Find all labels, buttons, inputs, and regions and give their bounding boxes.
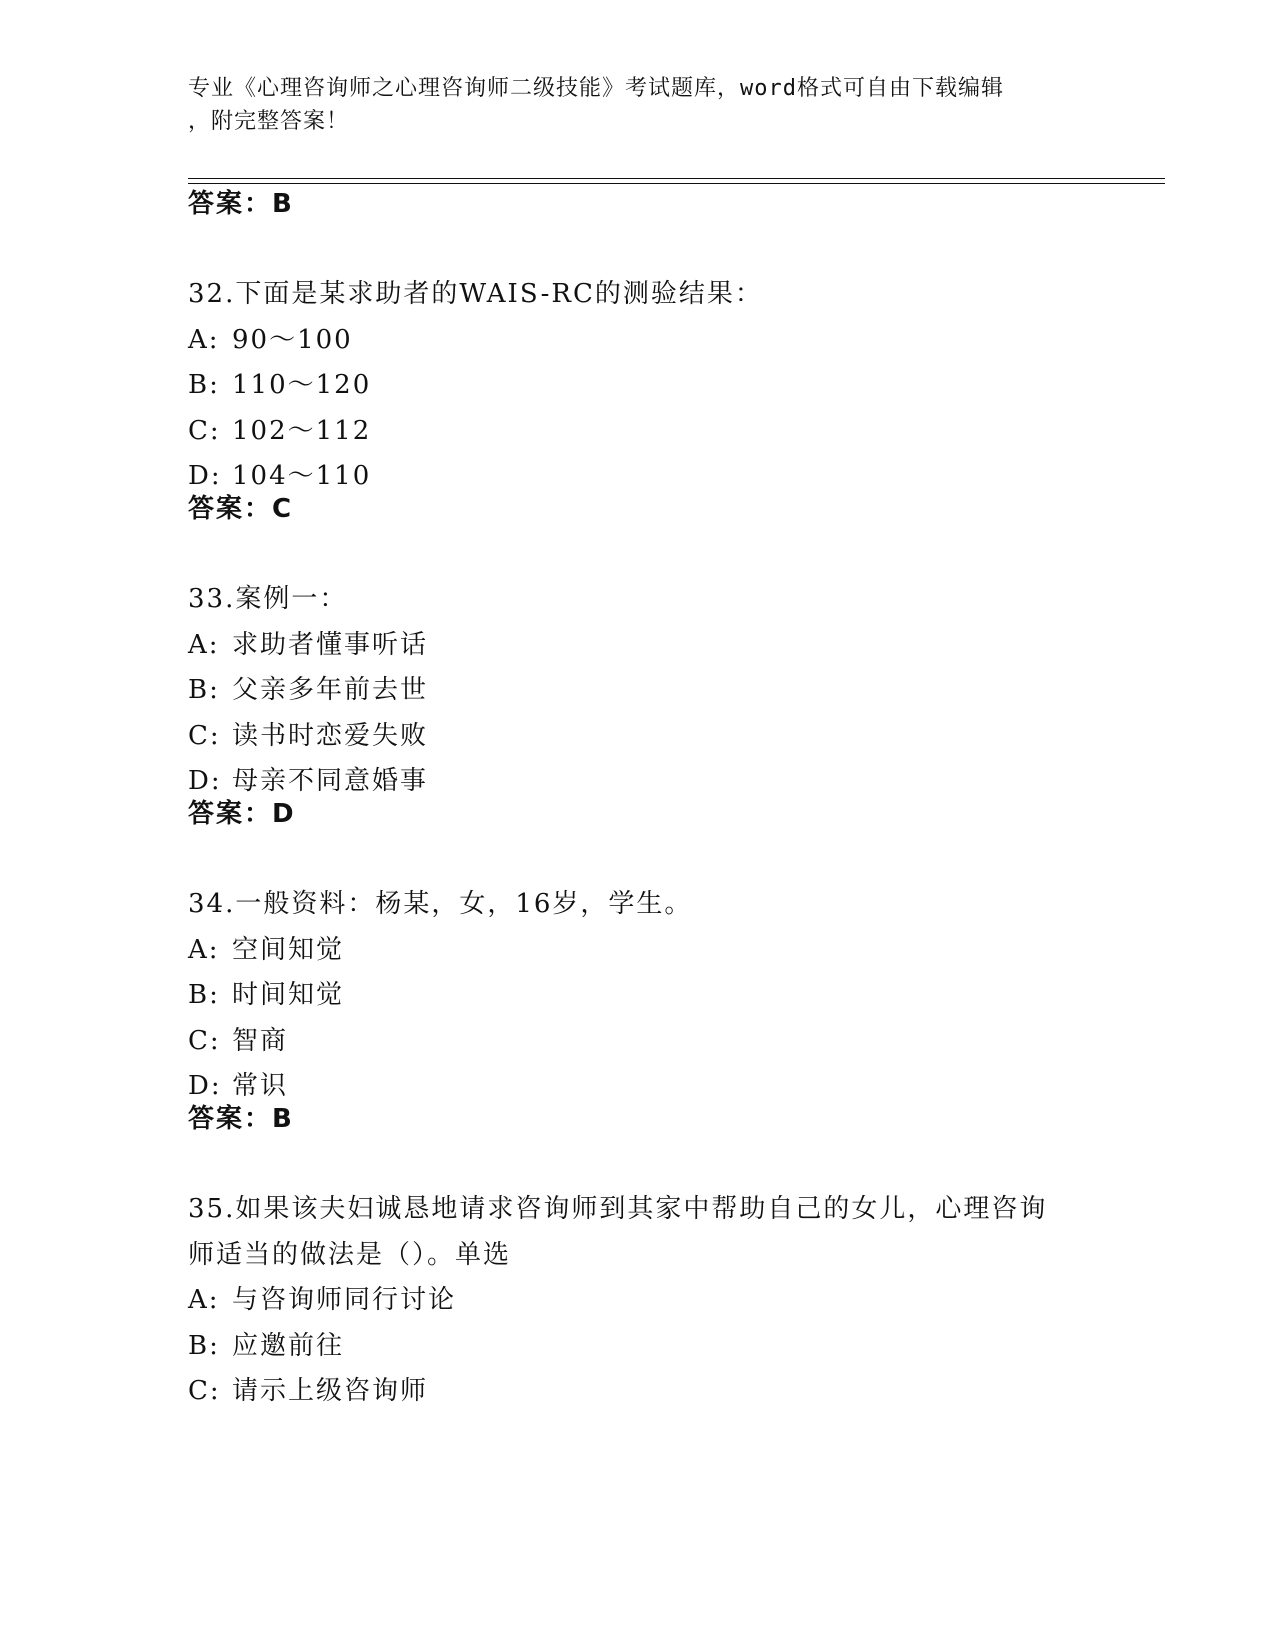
option-b — [188, 668, 1088, 714]
option-letter: C: — [188, 415, 221, 446]
option-c — [188, 1369, 1088, 1415]
document-header — [188, 72, 1088, 138]
answer-33: 答案：D — [188, 799, 296, 829]
option-letter: C: — [188, 720, 221, 751]
option-letter: C: — [188, 1376, 221, 1406]
option-text: 104～110 — [232, 461, 372, 491]
option-letter: A: — [188, 1285, 220, 1315]
option-letter: A: — [188, 324, 220, 355]
question-stem: 33.案例一： — [188, 584, 348, 614]
header-line-1: 专业《心理咨询师之心理咨询师二级技能》考试题库，word格式可自由下载编辑 — [188, 76, 1004, 101]
option-text: 求助者懂事听话 — [232, 629, 429, 660]
answer-34: 答案：B — [188, 1104, 294, 1134]
option-b — [188, 1324, 1088, 1370]
option-a — [188, 1278, 1088, 1324]
option-text: 请示上级咨询师 — [232, 1376, 429, 1406]
option-letter: D: — [188, 1071, 222, 1101]
answer-31: 答案：B — [188, 189, 294, 219]
header-line-2: ，附完整答案！ — [188, 109, 350, 134]
option-c — [188, 714, 1088, 760]
question-stem-line-2: 师适当的做法是（）。单选 — [188, 1239, 512, 1270]
question-34 — [188, 882, 1088, 1110]
answer-32: 答案：C — [188, 494, 294, 524]
option-text: 110～120 — [232, 370, 372, 400]
option-b — [188, 973, 1088, 1019]
option-text: 智商 — [232, 1025, 289, 1056]
question-33 — [188, 577, 1088, 805]
option-letter: B: — [188, 675, 220, 705]
question-stem: 32.下面是某求助者的WAIS-RC的测验结果： — [188, 279, 763, 309]
option-text: 90～100 — [232, 324, 353, 355]
option-letter: A: — [188, 629, 220, 660]
option-text: 空间知觉 — [232, 934, 345, 965]
option-a — [188, 318, 1088, 364]
option-text: 读书时恋爱失败 — [232, 720, 429, 751]
option-letter: B: — [188, 1330, 220, 1361]
option-text: 父亲多年前去世 — [232, 675, 429, 705]
option-letter: B: — [188, 370, 220, 400]
option-b — [188, 363, 1088, 409]
option-letter: D: — [188, 766, 222, 796]
option-text: 时间知觉 — [232, 980, 345, 1010]
header-divider-top — [188, 178, 1165, 179]
question-35 — [188, 1187, 1088, 1415]
option-letter: B: — [188, 980, 220, 1010]
option-d — [188, 454, 1088, 500]
option-letter: C: — [188, 1025, 221, 1056]
question-stem-line-1: 35.如果该夫妇诚恳地请求咨询师到其家中帮助自己的女儿，心理咨询 — [188, 1194, 1048, 1224]
option-text: 102～112 — [232, 415, 372, 446]
option-text: 常识 — [232, 1071, 289, 1101]
question-32 — [188, 272, 1088, 500]
header-divider-bottom — [188, 183, 1165, 184]
option-d — [188, 759, 1088, 805]
option-text: 应邀前往 — [232, 1330, 345, 1361]
option-c — [188, 409, 1088, 455]
option-text: 母亲不同意婚事 — [232, 766, 429, 796]
option-a — [188, 623, 1088, 669]
option-letter: A: — [188, 934, 220, 965]
option-letter: D: — [188, 461, 222, 491]
option-c — [188, 1019, 1088, 1065]
option-a — [188, 928, 1088, 974]
question-stem: 34.一般资料：杨某，女，16岁，学生。 — [188, 889, 693, 919]
option-text: 与咨询师同行讨论 — [232, 1285, 457, 1315]
option-d — [188, 1064, 1088, 1110]
